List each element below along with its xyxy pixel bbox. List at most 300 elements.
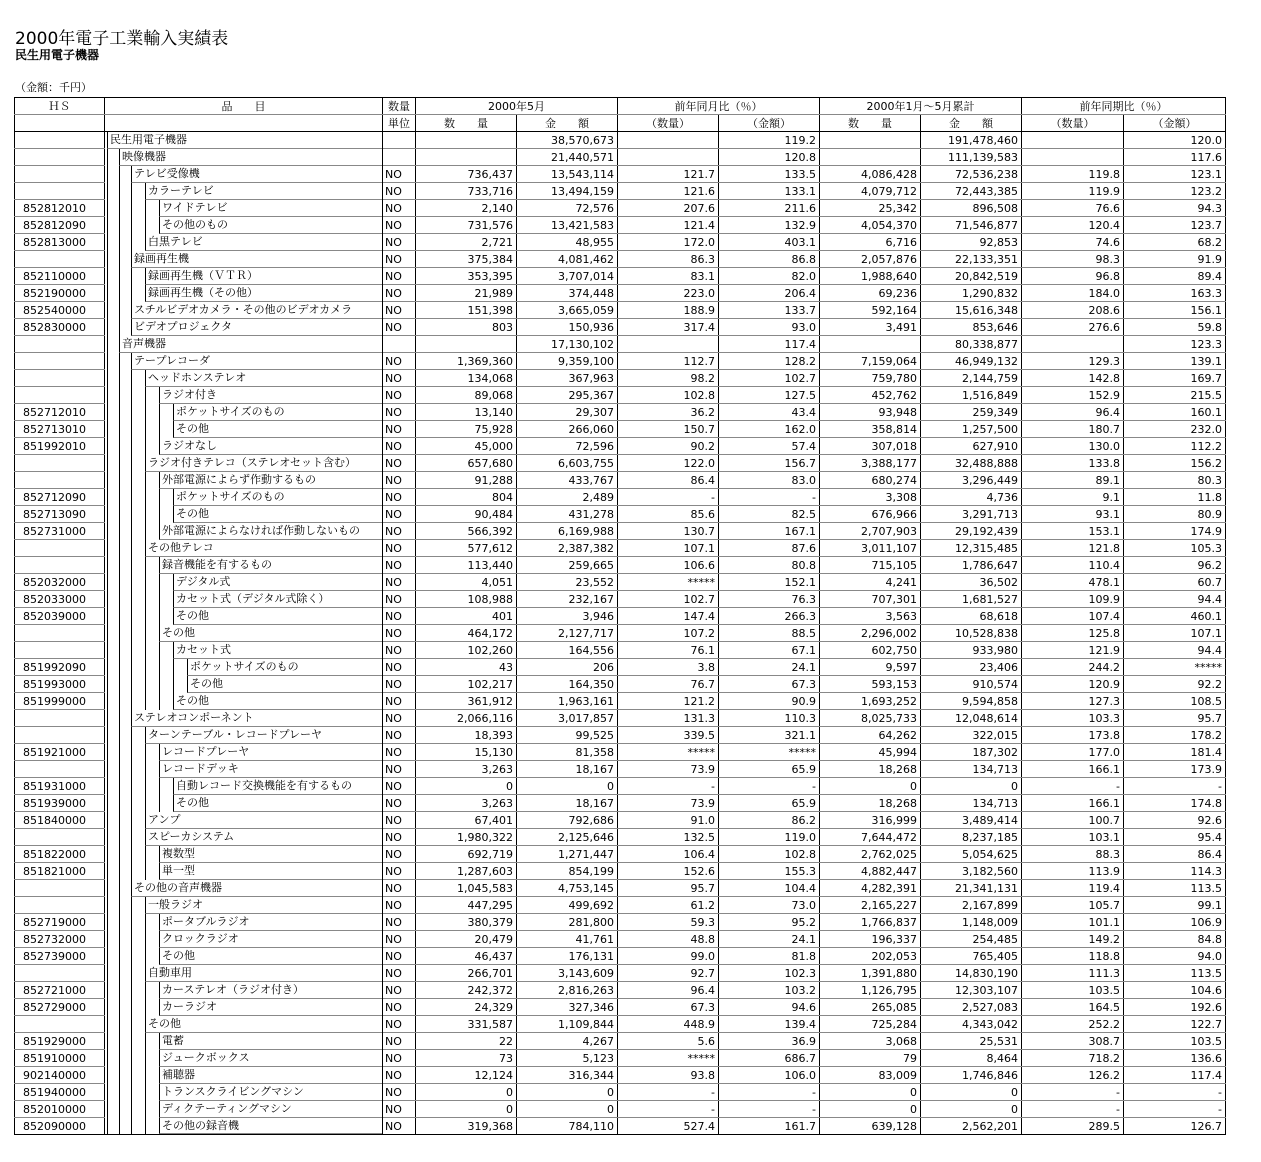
tree-guide-line bbox=[145, 761, 146, 778]
cum-amount-cell: 853,646 bbox=[921, 319, 1022, 336]
month-ratio-amount-cell: 403.1 bbox=[719, 234, 820, 251]
tree-guide-line bbox=[107, 285, 108, 302]
hs-code-cell: 851929000 bbox=[15, 1033, 105, 1050]
item-name-cell bbox=[105, 829, 383, 846]
tree-guide-line bbox=[119, 642, 120, 659]
month-amount-cell: 281,800 bbox=[517, 914, 618, 931]
month-amount-cell: 327,346 bbox=[517, 999, 618, 1016]
tree-guide-line bbox=[107, 1101, 108, 1118]
month-ratio-amount-cell: 76.3 bbox=[719, 591, 820, 608]
tree-guide-line bbox=[145, 523, 146, 540]
table-row bbox=[15, 557, 1226, 574]
unit-cell: NO bbox=[383, 183, 416, 200]
month-amount-cell: 38,570,673 bbox=[517, 132, 618, 149]
hs-code-cell: 852039000 bbox=[15, 608, 105, 625]
month-ratio-amount-cell: 103.2 bbox=[719, 982, 820, 999]
item-name-cell bbox=[105, 931, 383, 948]
month-qty-cell: 692,719 bbox=[416, 846, 517, 863]
item-name-label: 自動レコード交換機能を有するもの bbox=[173, 778, 382, 795]
cum-amount-cell: 627,910 bbox=[921, 438, 1022, 455]
tree-guide-line bbox=[107, 744, 108, 761]
tree-guide-line bbox=[107, 540, 108, 557]
cum-amount-cell: 25,531 bbox=[921, 1033, 1022, 1050]
month-amount-cell: 164,556 bbox=[517, 642, 618, 659]
month-amount-cell: 3,143,609 bbox=[517, 965, 618, 982]
month-amount-cell: 3,665,059 bbox=[517, 302, 618, 319]
unit-cell: NO bbox=[383, 931, 416, 948]
cum-amount-cell: 259,349 bbox=[921, 404, 1022, 421]
cum-ratio-qty-cell: 276.6 bbox=[1022, 319, 1124, 336]
hs-code-cell bbox=[15, 897, 105, 914]
hs-code-cell bbox=[15, 880, 105, 897]
tree-guide-line bbox=[145, 557, 146, 574]
item-name-cell bbox=[105, 591, 383, 608]
tree-guide-line bbox=[145, 387, 146, 404]
cum-qty-cell: 196,337 bbox=[820, 931, 921, 948]
tree-guide-line bbox=[131, 506, 132, 523]
tree-guide-line bbox=[145, 625, 146, 642]
tree-guide-line bbox=[159, 421, 160, 438]
month-qty-cell: 733,716 bbox=[416, 183, 517, 200]
month-ratio-qty-cell bbox=[618, 336, 719, 353]
month-ratio-amount-cell: 83.0 bbox=[719, 472, 820, 489]
month-ratio-qty-cell: 172.0 bbox=[618, 234, 719, 251]
table-row bbox=[15, 166, 1226, 183]
month-amount-cell: 4,753,145 bbox=[517, 880, 618, 897]
month-ratio-amount-cell: 211.6 bbox=[719, 200, 820, 217]
cum-ratio-qty-cell: 177.0 bbox=[1022, 744, 1124, 761]
tree-guide-line bbox=[119, 455, 120, 472]
cum-qty-cell: 707,301 bbox=[820, 591, 921, 608]
cum-amount-cell: 1,786,647 bbox=[921, 557, 1022, 574]
month-ratio-qty-cell: 130.7 bbox=[618, 523, 719, 540]
table-row bbox=[15, 931, 1226, 948]
tree-guide-line bbox=[145, 863, 146, 880]
header-yoy-period: 前年同期比（％） bbox=[1022, 98, 1226, 115]
cum-qty-cell: 0 bbox=[820, 1084, 921, 1101]
month-qty-cell: 319,368 bbox=[416, 1118, 517, 1135]
cum-qty-cell: 452,762 bbox=[820, 387, 921, 404]
tree-guide-line bbox=[107, 421, 108, 438]
item-name-cell bbox=[105, 387, 383, 404]
month-qty-cell: 361,912 bbox=[416, 693, 517, 710]
cum-ratio-amount-cell: 173.9 bbox=[1124, 761, 1226, 778]
header-cum-ratio-amount: （金額） bbox=[1124, 115, 1226, 132]
tree-guide-line bbox=[119, 319, 120, 336]
tree-guide-line bbox=[107, 319, 108, 336]
item-name-cell bbox=[105, 540, 383, 557]
table-row bbox=[15, 472, 1226, 489]
month-qty-cell: 46,437 bbox=[416, 948, 517, 965]
tree-guide-line bbox=[119, 1084, 120, 1101]
table-row bbox=[15, 336, 1226, 353]
item-name-label: カーラジオ bbox=[159, 999, 382, 1016]
month-qty-cell: 90,484 bbox=[416, 506, 517, 523]
tree-guide-line bbox=[145, 200, 146, 217]
tree-guide-line bbox=[107, 727, 108, 744]
cum-qty-cell: 2,165,227 bbox=[820, 897, 921, 914]
item-name-cell bbox=[105, 897, 383, 914]
item-name-label: 外部電源によらず作動するもの bbox=[159, 472, 382, 489]
table-row bbox=[15, 251, 1226, 268]
month-qty-cell: 1,980,322 bbox=[416, 829, 517, 846]
hs-code-cell: 852190000 bbox=[15, 285, 105, 302]
tree-guide-line bbox=[107, 387, 108, 404]
item-name-cell bbox=[105, 710, 383, 727]
month-qty-cell: 24,329 bbox=[416, 999, 517, 1016]
cum-ratio-amount-cell: 113.5 bbox=[1124, 880, 1226, 897]
tree-guide-line bbox=[131, 234, 132, 251]
month-ratio-qty-cell: - bbox=[618, 1084, 719, 1101]
tree-guide-line bbox=[145, 914, 146, 931]
tree-guide-line bbox=[107, 642, 108, 659]
table-row bbox=[15, 438, 1226, 455]
cum-qty-cell: 25,342 bbox=[820, 200, 921, 217]
item-name-cell bbox=[105, 489, 383, 506]
unit-cell: NO bbox=[383, 1101, 416, 1118]
cum-ratio-amount-cell: - bbox=[1124, 1084, 1226, 1101]
cum-qty-cell: 4,054,370 bbox=[820, 217, 921, 234]
table-row bbox=[15, 642, 1226, 659]
cum-amount-cell: 2,562,201 bbox=[921, 1118, 1022, 1135]
month-amount-cell: 29,307 bbox=[517, 404, 618, 421]
header-hs: ＨＳ bbox=[15, 98, 105, 115]
item-name-cell bbox=[105, 676, 383, 693]
month-ratio-amount-cell: 93.0 bbox=[719, 319, 820, 336]
cum-qty-cell: 307,018 bbox=[820, 438, 921, 455]
month-qty-cell: 13,140 bbox=[416, 404, 517, 421]
cum-amount-cell: 0 bbox=[921, 1084, 1022, 1101]
item-name-cell bbox=[105, 999, 383, 1016]
hs-code-cell bbox=[15, 829, 105, 846]
cum-ratio-amount-cell: 136.6 bbox=[1124, 1050, 1226, 1067]
month-ratio-amount-cell: 119.2 bbox=[719, 132, 820, 149]
month-ratio-amount-cell: 67.1 bbox=[719, 642, 820, 659]
month-ratio-amount-cell: 161.7 bbox=[719, 1118, 820, 1135]
month-amount-cell: 13,421,583 bbox=[517, 217, 618, 234]
tree-guide-line bbox=[159, 659, 160, 676]
item-name-cell bbox=[105, 880, 383, 897]
tree-guide-line bbox=[119, 812, 120, 829]
table-row bbox=[15, 387, 1226, 404]
tree-guide-line bbox=[173, 676, 174, 693]
tree-guide-line bbox=[119, 999, 120, 1016]
cum-amount-cell: 254,485 bbox=[921, 931, 1022, 948]
cum-ratio-amount-cell: 91.9 bbox=[1124, 251, 1226, 268]
table-row bbox=[15, 540, 1226, 557]
item-name-cell bbox=[105, 982, 383, 999]
cum-ratio-qty-cell: 184.0 bbox=[1022, 285, 1124, 302]
tree-guide-line bbox=[119, 1016, 120, 1033]
month-ratio-amount-cell: ***** bbox=[719, 744, 820, 761]
tree-guide-line bbox=[107, 353, 108, 370]
cum-amount-cell: 29,192,439 bbox=[921, 523, 1022, 540]
unit-cell: NO bbox=[383, 387, 416, 404]
cum-ratio-qty-cell: - bbox=[1022, 778, 1124, 795]
item-name-cell bbox=[105, 744, 383, 761]
hs-code-cell: 902140000 bbox=[15, 1067, 105, 1084]
header-may2000: 2000年5月 bbox=[416, 98, 618, 115]
month-ratio-qty-cell: 36.2 bbox=[618, 404, 719, 421]
item-name-label: 補聴器 bbox=[159, 1067, 382, 1084]
month-amount-cell: 23,552 bbox=[517, 574, 618, 591]
item-name-cell bbox=[105, 1067, 383, 1084]
cum-ratio-qty-cell bbox=[1022, 132, 1124, 149]
table-row bbox=[15, 710, 1226, 727]
cum-ratio-qty-cell: 142.8 bbox=[1022, 370, 1124, 387]
unit-cell: NO bbox=[383, 1033, 416, 1050]
cum-ratio-qty-cell: 113.9 bbox=[1022, 863, 1124, 880]
month-ratio-amount-cell: 156.7 bbox=[719, 455, 820, 472]
tree-guide-line bbox=[107, 965, 108, 982]
month-ratio-amount-cell: 128.2 bbox=[719, 353, 820, 370]
unit-cell: NO bbox=[383, 795, 416, 812]
cum-qty-cell: 1,988,640 bbox=[820, 268, 921, 285]
tree-guide-line bbox=[107, 982, 108, 999]
month-ratio-qty-cell: 121.7 bbox=[618, 166, 719, 183]
month-ratio-amount-cell: 102.3 bbox=[719, 965, 820, 982]
month-ratio-amount-cell: 86.2 bbox=[719, 812, 820, 829]
cum-ratio-qty-cell: 118.8 bbox=[1022, 948, 1124, 965]
cum-ratio-amount-cell: 139.1 bbox=[1124, 353, 1226, 370]
table-row bbox=[15, 608, 1226, 625]
month-ratio-amount-cell: 86.8 bbox=[719, 251, 820, 268]
month-ratio-qty-cell: 73.9 bbox=[618, 795, 719, 812]
tree-guide-line bbox=[159, 642, 160, 659]
cum-amount-cell: 910,574 bbox=[921, 676, 1022, 693]
header-qty: 数 量 bbox=[416, 115, 517, 132]
cum-amount-cell: 2,167,899 bbox=[921, 897, 1022, 914]
month-ratio-amount-cell: 88.5 bbox=[719, 625, 820, 642]
tree-guide-line bbox=[131, 914, 132, 931]
header-yoy-month: 前年同月比（％） bbox=[618, 98, 820, 115]
cum-qty-cell: 4,086,428 bbox=[820, 166, 921, 183]
hs-code-cell bbox=[15, 557, 105, 574]
tree-guide-line bbox=[145, 217, 146, 234]
table-row bbox=[15, 200, 1226, 217]
hs-code-cell: 852110000 bbox=[15, 268, 105, 285]
item-name-cell bbox=[105, 523, 383, 540]
tree-guide-line bbox=[145, 1118, 146, 1135]
hs-code-cell: 852032000 bbox=[15, 574, 105, 591]
hs-code-cell: 852812010 bbox=[15, 200, 105, 217]
table-row bbox=[15, 812, 1226, 829]
cum-amount-cell: 1,681,527 bbox=[921, 591, 1022, 608]
month-ratio-amount-cell: 206.4 bbox=[719, 285, 820, 302]
table-row bbox=[15, 455, 1226, 472]
item-name-cell bbox=[105, 319, 383, 336]
item-name-label: ラジオなし bbox=[159, 438, 382, 455]
hs-code-cell: 852010000 bbox=[15, 1101, 105, 1118]
item-name-label: カラーテレビ bbox=[145, 183, 382, 200]
table-row bbox=[15, 404, 1226, 421]
month-ratio-amount-cell: 82.5 bbox=[719, 506, 820, 523]
item-name-cell bbox=[105, 285, 383, 302]
item-name-cell bbox=[105, 1084, 383, 1101]
cum-ratio-qty-cell: 133.8 bbox=[1022, 455, 1124, 472]
tree-guide-line bbox=[119, 438, 120, 455]
tree-guide-line bbox=[145, 982, 146, 999]
month-qty-cell: 134,068 bbox=[416, 370, 517, 387]
tree-guide-line bbox=[107, 268, 108, 285]
unit-cell: NO bbox=[383, 846, 416, 863]
tree-guide-line bbox=[119, 795, 120, 812]
cum-amount-cell: 3,489,414 bbox=[921, 812, 1022, 829]
unit-cell: NO bbox=[383, 914, 416, 931]
cum-amount-cell: 71,546,877 bbox=[921, 217, 1022, 234]
cum-amount-cell: 23,406 bbox=[921, 659, 1022, 676]
month-qty-cell: 20,479 bbox=[416, 931, 517, 948]
unit-cell bbox=[383, 149, 416, 166]
month-ratio-qty-cell: 132.5 bbox=[618, 829, 719, 846]
cum-ratio-amount-cell: 123.1 bbox=[1124, 166, 1226, 183]
month-qty-cell: 15,130 bbox=[416, 744, 517, 761]
unit-cell: NO bbox=[383, 710, 416, 727]
hs-code-cell bbox=[15, 149, 105, 166]
tree-guide-line bbox=[119, 948, 120, 965]
cum-qty-cell: 3,491 bbox=[820, 319, 921, 336]
tree-guide-line bbox=[119, 710, 120, 727]
cum-qty-cell: 6,716 bbox=[820, 234, 921, 251]
item-name-cell bbox=[105, 1101, 383, 1118]
cum-ratio-amount-cell: 89.4 bbox=[1124, 268, 1226, 285]
month-ratio-qty-cell: 67.3 bbox=[618, 999, 719, 1016]
tree-guide-line bbox=[107, 557, 108, 574]
tree-guide-line bbox=[107, 659, 108, 676]
tree-guide-line bbox=[145, 1050, 146, 1067]
cum-qty-cell: 3,388,177 bbox=[820, 455, 921, 472]
month-ratio-amount-cell: 95.2 bbox=[719, 914, 820, 931]
table-row bbox=[15, 183, 1226, 200]
tree-guide-line bbox=[145, 931, 146, 948]
cum-qty-cell: 602,750 bbox=[820, 642, 921, 659]
month-ratio-amount-cell: 152.1 bbox=[719, 574, 820, 591]
tree-guide-line bbox=[145, 999, 146, 1016]
month-qty-cell: 380,379 bbox=[416, 914, 517, 931]
month-ratio-qty-cell: 93.8 bbox=[618, 1067, 719, 1084]
table-row bbox=[15, 1016, 1226, 1033]
item-name-label: その他 bbox=[159, 625, 382, 642]
table-row bbox=[15, 795, 1226, 812]
month-ratio-qty-cell: 339.5 bbox=[618, 727, 719, 744]
unit-cell: NO bbox=[383, 1084, 416, 1101]
hs-code-cell: 852090000 bbox=[15, 1118, 105, 1135]
month-amount-cell: 2,489 bbox=[517, 489, 618, 506]
tree-guide-line bbox=[119, 421, 120, 438]
tree-guide-line bbox=[119, 217, 120, 234]
tree-guide-line bbox=[119, 727, 120, 744]
month-qty-cell: 2,066,116 bbox=[416, 710, 517, 727]
table-row bbox=[15, 693, 1226, 710]
item-name-label: クロックラジオ bbox=[159, 931, 382, 948]
unit-cell: NO bbox=[383, 761, 416, 778]
cum-ratio-amount-cell: 59.8 bbox=[1124, 319, 1226, 336]
unit-cell: NO bbox=[383, 1050, 416, 1067]
table-row bbox=[15, 302, 1226, 319]
cum-amount-cell: 8,237,185 bbox=[921, 829, 1022, 846]
cum-ratio-qty-cell: 119.8 bbox=[1022, 166, 1124, 183]
hs-code-cell: 851939000 bbox=[15, 795, 105, 812]
unit-cell: NO bbox=[383, 302, 416, 319]
month-qty-cell: 3,263 bbox=[416, 761, 517, 778]
cum-qty-cell bbox=[820, 336, 921, 353]
month-amount-cell: 792,686 bbox=[517, 812, 618, 829]
tree-guide-line bbox=[107, 506, 108, 523]
month-ratio-qty-cell: 448.9 bbox=[618, 1016, 719, 1033]
cum-ratio-amount-cell: 174.8 bbox=[1124, 795, 1226, 812]
table-row bbox=[15, 880, 1226, 897]
cum-amount-cell: 20,842,519 bbox=[921, 268, 1022, 285]
item-name-label: テープレコーダ bbox=[131, 353, 382, 370]
tree-guide-line bbox=[145, 421, 146, 438]
header-cum-amount: 金 額 bbox=[921, 115, 1022, 132]
month-ratio-qty-cell: - bbox=[618, 1101, 719, 1118]
table-row bbox=[15, 1050, 1226, 1067]
tree-guide-line bbox=[119, 744, 120, 761]
cum-qty-cell: 358,814 bbox=[820, 421, 921, 438]
item-name-label: デジタル式 bbox=[173, 574, 382, 591]
table-row bbox=[15, 965, 1226, 982]
cum-amount-cell: 14,830,190 bbox=[921, 965, 1022, 982]
month-amount-cell: 41,761 bbox=[517, 931, 618, 948]
month-amount-cell: 5,123 bbox=[517, 1050, 618, 1067]
month-ratio-qty-cell: 207.6 bbox=[618, 200, 719, 217]
cum-amount-cell: 10,528,838 bbox=[921, 625, 1022, 642]
month-amount-cell: 3,017,857 bbox=[517, 710, 618, 727]
month-amount-cell: 499,692 bbox=[517, 897, 618, 914]
hs-code-cell: 851993000 bbox=[15, 676, 105, 693]
table-row bbox=[15, 778, 1226, 795]
cum-ratio-qty-cell: 127.3 bbox=[1022, 693, 1124, 710]
cum-amount-cell: 12,048,614 bbox=[921, 710, 1022, 727]
table-row bbox=[15, 863, 1226, 880]
tree-guide-line bbox=[107, 863, 108, 880]
item-name-label: 録画再生機 bbox=[131, 251, 382, 268]
unit-cell: NO bbox=[383, 965, 416, 982]
cum-ratio-qty-cell: 164.5 bbox=[1022, 999, 1124, 1016]
item-name-label: その他 bbox=[145, 1016, 382, 1033]
month-amount-cell: 2,387,382 bbox=[517, 540, 618, 557]
month-ratio-amount-cell: 120.8 bbox=[719, 149, 820, 166]
table-row bbox=[15, 591, 1226, 608]
cum-ratio-qty-cell: 208.6 bbox=[1022, 302, 1124, 319]
item-name-cell bbox=[105, 625, 383, 642]
tree-guide-line bbox=[107, 710, 108, 727]
item-name-label: トランスクライビングマシン bbox=[159, 1084, 382, 1101]
hs-code-cell: 852719000 bbox=[15, 914, 105, 931]
tree-guide-line bbox=[119, 523, 120, 540]
table-row bbox=[15, 370, 1226, 387]
month-ratio-amount-cell: - bbox=[719, 489, 820, 506]
tree-guide-line bbox=[159, 404, 160, 421]
unit-cell: NO bbox=[383, 251, 416, 268]
month-ratio-qty-cell: 86.4 bbox=[618, 472, 719, 489]
hs-code-cell bbox=[15, 166, 105, 183]
item-name-cell bbox=[105, 1016, 383, 1033]
unit-cell bbox=[383, 132, 416, 149]
month-ratio-amount-cell: 321.1 bbox=[719, 727, 820, 744]
item-name-label: 単一型 bbox=[159, 863, 382, 880]
tree-guide-line bbox=[119, 591, 120, 608]
tree-guide-line bbox=[119, 1067, 120, 1084]
month-qty-cell: 242,372 bbox=[416, 982, 517, 999]
month-qty-cell: 0 bbox=[416, 1084, 517, 1101]
unit-cell: NO bbox=[383, 438, 416, 455]
item-name-label: 録画再生機（ＶＴＲ） bbox=[145, 268, 382, 285]
cum-ratio-amount-cell: 92.2 bbox=[1124, 676, 1226, 693]
tree-guide-line bbox=[119, 574, 120, 591]
tree-guide-line bbox=[145, 591, 146, 608]
